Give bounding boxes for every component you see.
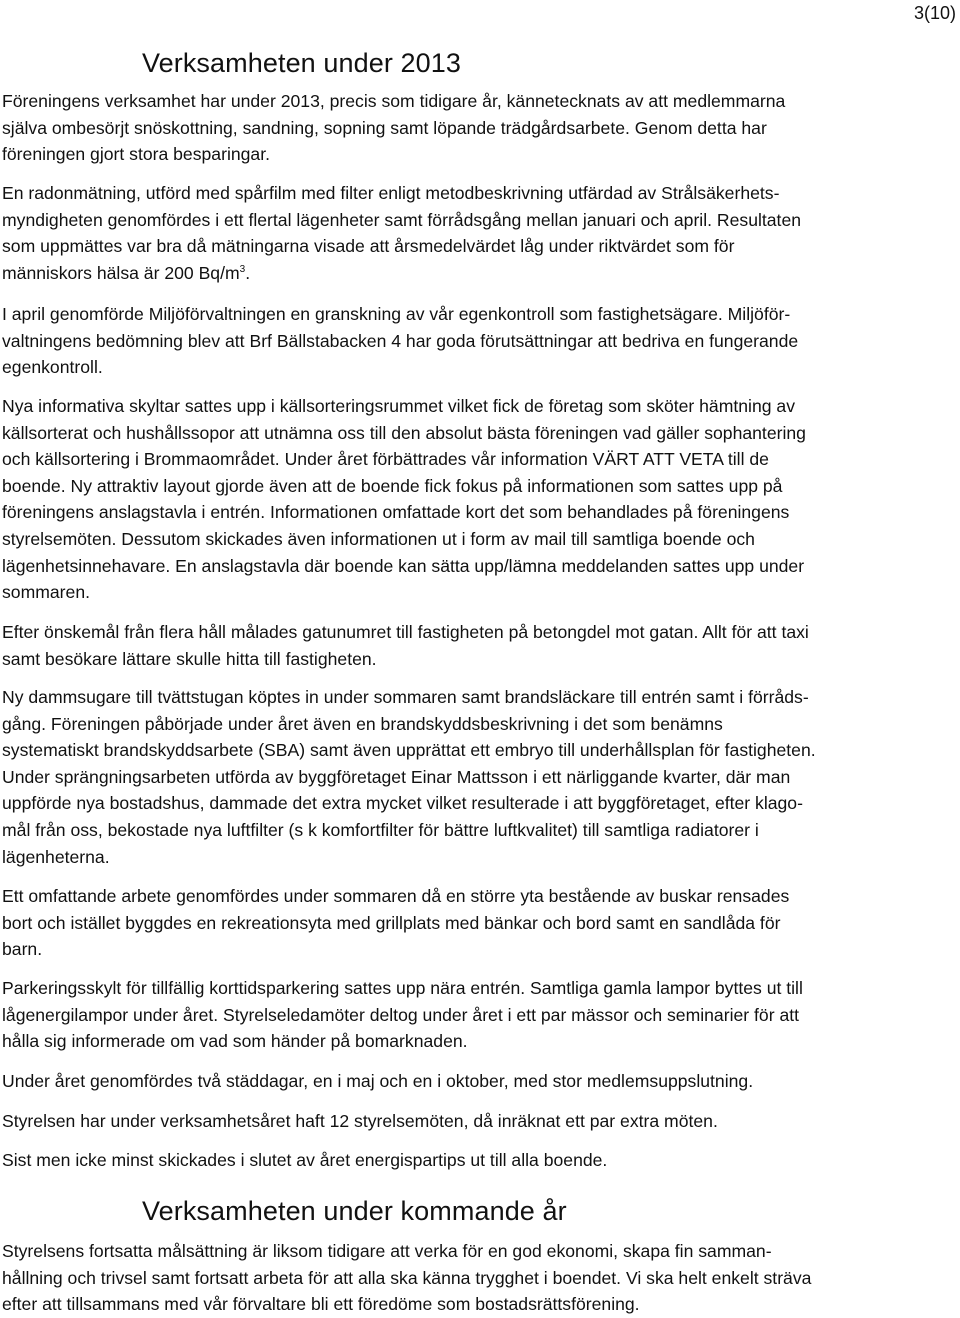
text-line: efter att tillsammans med vår förvaltare bli ett föredöme som bostadsrättsförening. [2,1294,640,1315]
text-line: Under året genomfördes två städdagar, en i maj och en i oktober, med stor medlemsuppslutning. [2,1071,754,1091]
text-line: barn. [2,939,43,960]
paragraph-equipment-fire-safety [2,684,960,870]
text-line: Ett omfattande arbete genomfördes under sommaren då en större yta bestående av buskar rensades [2,886,790,906]
paragraph-environment-inspection [2,301,960,381]
section-heading-coming-year: Verksamheten under kommande år [142,1196,567,1226]
paragraph-board-meetings [2,1108,960,1135]
section-heading-current-year: Verksamheten under 2013 [142,48,462,78]
text-line: som uppmättes var bra då mätningarna visade att årsmedelvärdet låg under riktvärdet som för [2,236,735,257]
text-line: gång. Föreningen påbörjade under året även en brandskyddsbeskrivning i det som benämns [2,713,723,734]
text-line: Ny dammsugare till tvättstugan köptes in under sommaren samt brandsläckare till entrén samt i förråds- [2,687,809,707]
text-line: lägenheterna. [2,846,110,867]
text-line: Sist men icke minst skickades i slutet av året energispartips ut till alla boende. [2,1150,608,1170]
text-line: lågenergilampor under året. Styrelseledamöter deltog under året i ett par mässor och seminarier för att [2,1004,800,1025]
page-number: 3(10) [913,3,956,23]
text-line: Under sprängningsarbeten utförda av byggföretaget Einar Mattsson i ett närliggande kvarter, där man [2,766,791,787]
text-run: . [245,262,251,283]
text-line: föreningen gjort stora besparingar. [2,144,270,165]
text-line: bort och istället byggdes en rekreationsyta med grillplats med bänkar och bord samt en sandlåda för [2,912,781,933]
text-line: Föreningens verksamhet har under 2013, precis som tidigare år, kännetecknats av att medlemmarna [2,91,786,111]
text-run: människors hälsa är 200 Bq/m [2,262,240,283]
text-line: mål från oss, bekostade nya luftfilter (s k komfortfilter för bättre luftkvalitet) till samtliga radiatorer i [2,819,759,840]
superscript-exponent: 3 [239,263,246,275]
text-line: hålla sig informerade om vad som händer på bomarknaden. [2,1031,468,1052]
text-line: Styrelsens fortsatta målsättning är liksom tidigare att verka för en god ekonomi, skapa fin samman- [2,1241,772,1261]
text-line: lägenhetsinnehavare. En anslagstavla där boende kan sätta upp/lämna meddelanden sattes upp under [2,555,805,576]
text-line: Efter önskemål från flera håll målades gatunumret till fastigheten på betongdel mot gatan. Allt för att taxi [2,622,809,642]
text-line: föreningens anslagstavla i entrén. Informationen omfattade kort det som behandlades på föreningens [2,502,790,523]
text-line: systematiskt brandskyddsarbete (SBA) samt även upprättat ett embryo till underhållsplan för fastigheten. [2,740,816,761]
text-line: Nya informativa skyltar sattes upp i källsorteringsrummet vilket fick de företag som sköter hämtning av [2,396,795,416]
text-line: I april genomförde Miljöförvaltningen en granskning av vår egenkontroll som fastighetsägare. Miljöför- [2,304,791,324]
text-line: egenkontroll. [2,357,103,378]
text-line: Parkeringsskylt för tillfällig korttidsparkering sattes upp nära entrén. Samtliga gamla lampor byttes ut till [2,978,803,998]
paragraph-maintenance [2,88,960,168]
text-line: styrelsemöten. Dessutom skickades även informationen ut i form av mail till samtliga boende och [2,528,755,549]
paragraph-energy-tips [2,1147,960,1174]
paragraph-future-goals [2,1238,960,1318]
text-line: valtningens bedömning blev att Brf Bällstabacken 4 har goda förutsättningar att bedriva en fungerande [2,330,799,351]
text-line: själva ombesörjt snöskottning, sandning, sopning samt löpande trädgårdsarbete. Genom detta har [2,117,767,138]
text-line [2,260,960,287]
text-line: myndigheten genomfördes i ett flertal lägenheter samt förrådsgång mellan januari och april. Resultaten [2,209,802,230]
text-line: boende. Ny attraktiv layout gjorde även att de boende fick fokus på informationen som sattes upp på [2,475,783,496]
text-line: hållning och trivsel samt fortsatt arbeta för att alla ska känna trygghet i boendet. Vi ska helt enkelt sträva [2,1267,812,1288]
text-line: uppförde nya bostadshus, dammade det extra mycket vilket resulterade i att byggföretaget, efter klago- [2,793,803,814]
paragraph-cleaning-days [2,1068,960,1095]
paragraph-recreation-area [2,883,960,963]
paragraph-parking-lamps [2,975,960,1055]
text-line: Styrelsen har under verksamhetsåret haft 12 styrelsemöten, då inräknat ett par extra möten. [2,1111,718,1131]
paragraph-radon [2,180,960,286]
paragraph-street-number [2,619,960,672]
paragraph-signs-information [2,393,960,606]
text-line: och källsortering i Brommaområdet. Under året förbättrades vår information VÄRT ATT VETA till de [2,449,769,470]
text-line: källsorterat och hushållssopor att utnämna oss till den absolut bästa föreningen vad gäller sophantering [2,422,806,443]
text-line: samt besökare lättare skulle hitta till fastigheten. [2,648,377,669]
text-line: sommaren. [2,582,90,603]
text-line: En radonmätning, utförd med spårfilm med filter enligt metodbeskrivning utfärdad av Strålsäkerhets- [2,183,780,203]
